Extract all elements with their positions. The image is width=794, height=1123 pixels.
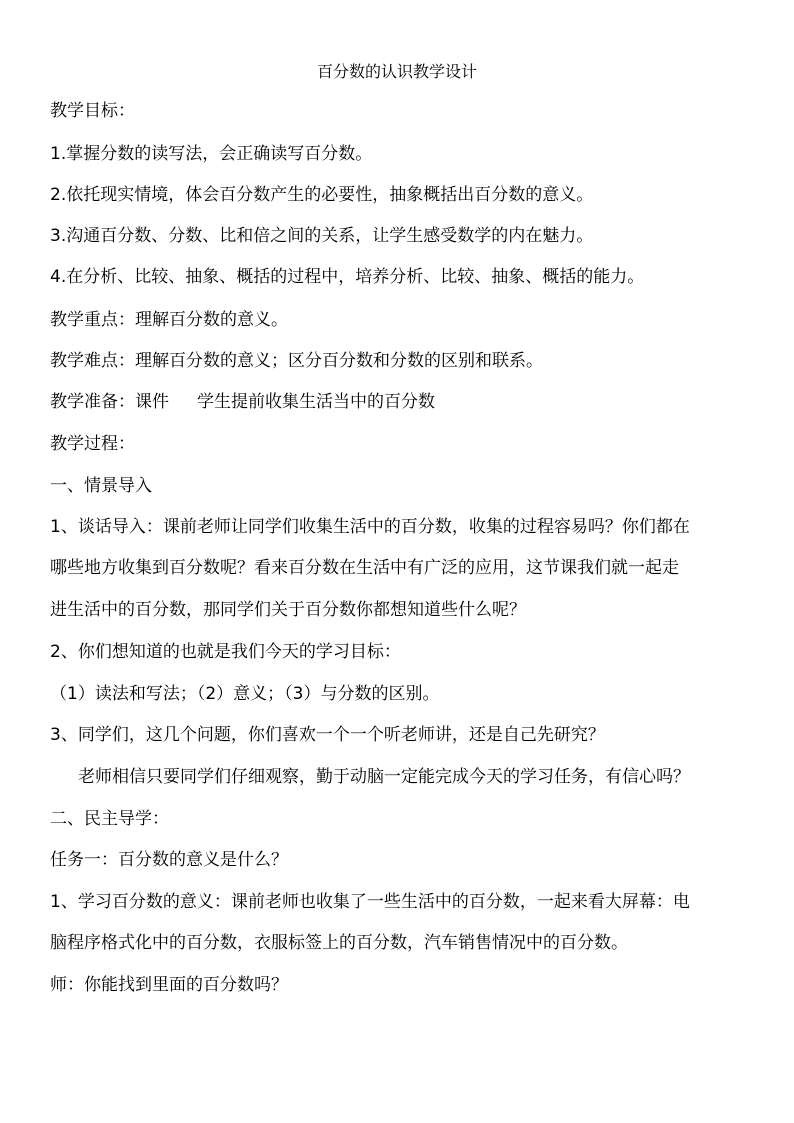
part-two-heading: 二、民主导学： <box>50 809 169 829</box>
paragraph-line: 1、学习百分数的意义：课前老师也收集了一些生活中的百分数，一起来看大屏幕：电 <box>50 892 690 912</box>
preparation-detail: 学生提前收集生活当中的百分数 <box>197 392 435 412</box>
preparation-label: 教学准备：课件 <box>50 392 169 412</box>
task-one-heading: 任务一：百分数的意义是什么？ <box>50 850 288 870</box>
document-title: 百分数的认识教学设计 <box>316 62 477 81</box>
objective-4: 4.在分析、比较、抽象、概括的过程中，培养分析、比较、抽象、概括的能力。 <box>50 267 645 287</box>
objective-3: 3.沟通百分数、分数、比和倍之间的关系，让学生感受数学的内在魅力。 <box>50 226 594 246</box>
paragraph-line: （1）读法和写法；（2）意义；（3）与分数的区别。 <box>50 684 440 704</box>
paragraph-line: 3、同学们，这几个问题，你们喜欢一个一个听老师讲，还是自己先研究？ <box>50 725 605 745</box>
section-heading-process: 教学过程： <box>50 434 135 454</box>
key-point: 教学重点：理解百分数的意义。 <box>50 310 288 330</box>
preparation <box>50 391 435 413</box>
difficult-point: 教学难点：理解百分数的意义；区分百分数和分数的区别和联系。 <box>50 351 543 371</box>
paragraph-line: 哪些地方收集到百分数呢？看来百分数在生活中有广泛的应用，这节课我们就一起走 <box>50 558 679 578</box>
paragraph-line: 进生活中的百分数，那同学们关于百分数你都想知道些什么呢？ <box>50 600 526 620</box>
paragraph-line: 师：你能找到里面的百分数吗？ <box>50 975 288 995</box>
paragraph-line: 老师相信只要同学们仔细观察，勤于动脑一定能完成今天的学习任务，有信心吗？ <box>78 767 690 787</box>
paragraph-line: 2、你们想知道的也就是我们今天的学习目标： <box>50 642 401 662</box>
section-heading-objectives: 教学目标： <box>50 101 135 121</box>
paragraph-line: 1、谈话导入：课前老师让同学们收集生活中的百分数，收集的过程容易吗？你们都在 <box>50 517 690 537</box>
part-one-heading: 一、情景导入 <box>50 476 152 496</box>
objective-2: 2.依托现实情境，体会百分数产生的必要性，抽象概括出百分数的意义。 <box>50 185 594 205</box>
objective-1: 1.掌握分数的读写法，会正确读写百分数。 <box>50 144 373 164</box>
paragraph-line: 脑程序格式化中的百分数，衣服标签上的百分数，汽车销售情况中的百分数。 <box>50 933 628 953</box>
